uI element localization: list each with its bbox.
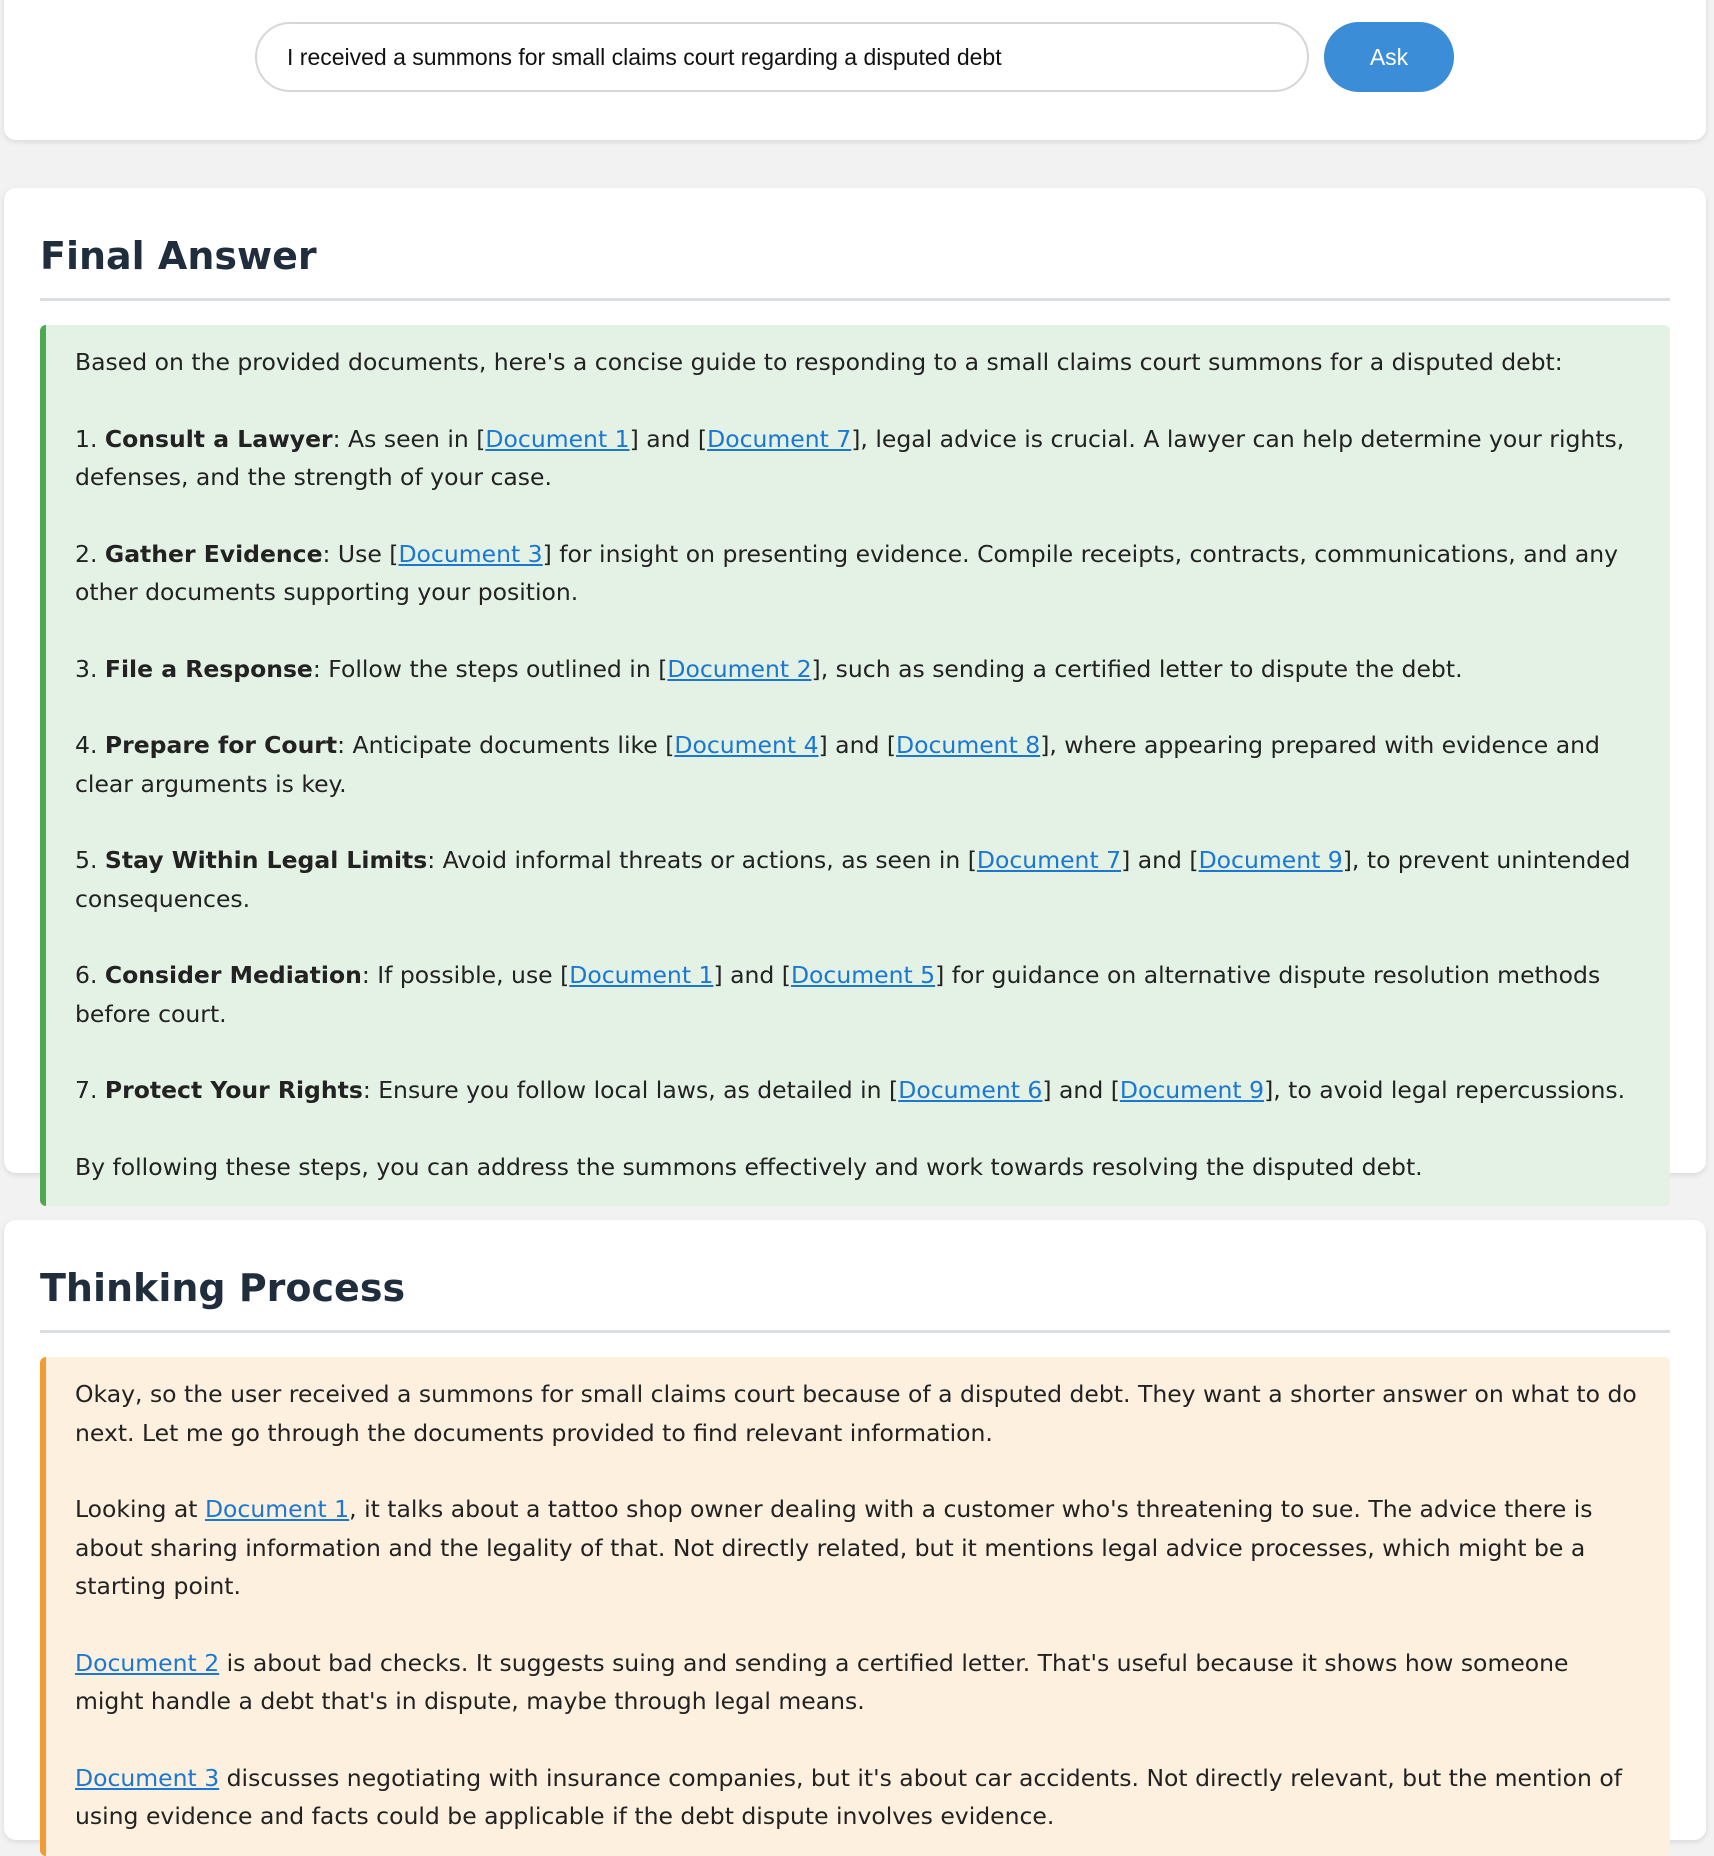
step-title: Consult a Lawyer bbox=[104, 424, 333, 453]
document-link[interactable]: Document 5 bbox=[790, 961, 936, 989]
step-text: ], legal advice is crucial. A lawyer can help determine your rights, defenses, and the strength of your case. bbox=[75, 424, 1625, 491]
step-text: : Anticipate documents like [ bbox=[337, 731, 675, 759]
answer-step bbox=[75, 841, 1642, 918]
step-text: ] for insight on presenting evidence. Compile receipts, contracts, communications, and any other documents supporting your position. bbox=[75, 539, 1619, 606]
ask-button[interactable]: Ask bbox=[1324, 22, 1454, 92]
thinking-paragraph bbox=[75, 1490, 1642, 1606]
thinking-paragraph bbox=[75, 1644, 1642, 1721]
document-link[interactable]: Document 3 bbox=[75, 1763, 220, 1792]
step-number: 3. bbox=[75, 654, 98, 683]
step-title: Consider Mediation bbox=[104, 961, 362, 989]
answer-step bbox=[75, 420, 1642, 497]
document-link[interactable]: Document 4 bbox=[674, 731, 819, 759]
thinking-process-panel bbox=[4, 1220, 1706, 1840]
document-link[interactable]: Document 2 bbox=[667, 654, 812, 683]
answer-step bbox=[75, 650, 1642, 689]
step-title: Stay Within Legal Limits bbox=[104, 846, 428, 874]
document-link[interactable]: Document 1 bbox=[485, 424, 630, 453]
step-number: 4. bbox=[75, 731, 98, 759]
step-number: 5. bbox=[75, 846, 98, 874]
step-title: File a Response bbox=[104, 654, 313, 683]
document-link[interactable]: Document 1 bbox=[204, 1495, 350, 1523]
thinking-paragraph: Okay, so the user received a summons for small claims court because of a disputed debt. They want a shorter answer on what to do next. Let me go through the documents provided to find relevant information. bbox=[75, 1380, 1637, 1447]
step-text: ] for guidance on alternative dispute resolution methods before court. bbox=[75, 961, 1601, 1028]
document-link[interactable]: Document 7 bbox=[976, 846, 1122, 874]
step-number: 2. bbox=[75, 539, 98, 568]
document-link[interactable]: Document 6 bbox=[898, 1076, 1043, 1104]
answer-intro: Based on the provided documents, here's a concise guide to responding to a small claims court summons for a disputed debt: bbox=[75, 348, 1563, 376]
thinking-text: Looking at bbox=[75, 1495, 205, 1523]
thinking-process-box bbox=[40, 1357, 1670, 1856]
final-answer-heading: Final Answer bbox=[40, 234, 1670, 301]
document-link[interactable]: Document 9 bbox=[1198, 846, 1343, 874]
thinking-text: is about bad checks. It suggests suing and sending a certified letter. That's useful because it shows how someone might handle a debt that's in dispute, maybe through legal means. bbox=[75, 1648, 1569, 1715]
answer-step bbox=[75, 1071, 1642, 1110]
step-text: ] and [ bbox=[1042, 1076, 1120, 1104]
final-answer-box bbox=[40, 325, 1670, 1206]
thinking-text: , it talks about a tattoo shop owner dealing with a customer who's threatening to sue. The advice there is about sharing information and the legality of that. Not directly related, but it mentions legal advice processes, which might be a starting point. bbox=[75, 1495, 1593, 1600]
answer-step bbox=[75, 535, 1642, 612]
step-text: : Avoid informal threats or actions, as seen in [ bbox=[427, 846, 977, 874]
answer-step bbox=[75, 726, 1642, 803]
step-text: : Use [ bbox=[322, 539, 399, 568]
step-title: Gather Evidence bbox=[104, 539, 323, 568]
document-link[interactable]: Document 8 bbox=[896, 731, 1041, 759]
step-title: Protect Your Rights bbox=[104, 1076, 363, 1104]
answer-conclusion: By following these steps, you can address the summons effectively and work towards resolving the disputed debt. bbox=[75, 1152, 1423, 1181]
document-link[interactable]: Document 1 bbox=[569, 961, 714, 989]
document-link[interactable]: Document 7 bbox=[707, 424, 852, 453]
step-title: Prepare for Court bbox=[104, 731, 338, 759]
search-row bbox=[255, 22, 1454, 92]
search-panel bbox=[4, 0, 1706, 140]
document-link[interactable]: Document 2 bbox=[75, 1648, 220, 1677]
step-text: ], where appearing prepared with evidence and clear arguments is key. bbox=[75, 731, 1600, 798]
document-link[interactable]: Document 9 bbox=[1119, 1076, 1265, 1104]
step-text: ], to prevent unintended consequences. bbox=[75, 846, 1631, 913]
step-text: ] and [ bbox=[1121, 846, 1199, 874]
step-text: : If possible, use [ bbox=[361, 961, 570, 989]
step-text: : Ensure you follow local laws, as detailed in [ bbox=[362, 1076, 899, 1104]
step-number: 1. bbox=[75, 424, 98, 453]
answer-step bbox=[75, 956, 1642, 1033]
search-input[interactable] bbox=[255, 22, 1309, 92]
final-answer-panel bbox=[4, 188, 1706, 1181]
step-text: : Follow the steps outlined in [ bbox=[312, 654, 668, 683]
step-text: ], such as sending a certified letter to dispute the debt. bbox=[811, 654, 1463, 683]
document-link[interactable]: Document 3 bbox=[398, 539, 543, 568]
step-number: 6. bbox=[75, 961, 98, 989]
thinking-paragraph bbox=[75, 1759, 1642, 1836]
step-text: : As seen in [ bbox=[332, 424, 486, 453]
step-text: ] and [ bbox=[629, 424, 708, 453]
step-text: ] and [ bbox=[713, 961, 791, 989]
step-number: 7. bbox=[75, 1076, 98, 1104]
thinking-process-heading: Thinking Process bbox=[40, 1266, 1670, 1333]
thinking-text: discusses negotiating with insurance companies, but it's about car accidents. Not directly relevant, but the mention of using evidence and facts could be applicable if the debt dispute involves evidence. bbox=[75, 1763, 1623, 1830]
step-text: ] and [ bbox=[818, 731, 897, 759]
step-text: ], to avoid legal repercussions. bbox=[1264, 1076, 1626, 1104]
